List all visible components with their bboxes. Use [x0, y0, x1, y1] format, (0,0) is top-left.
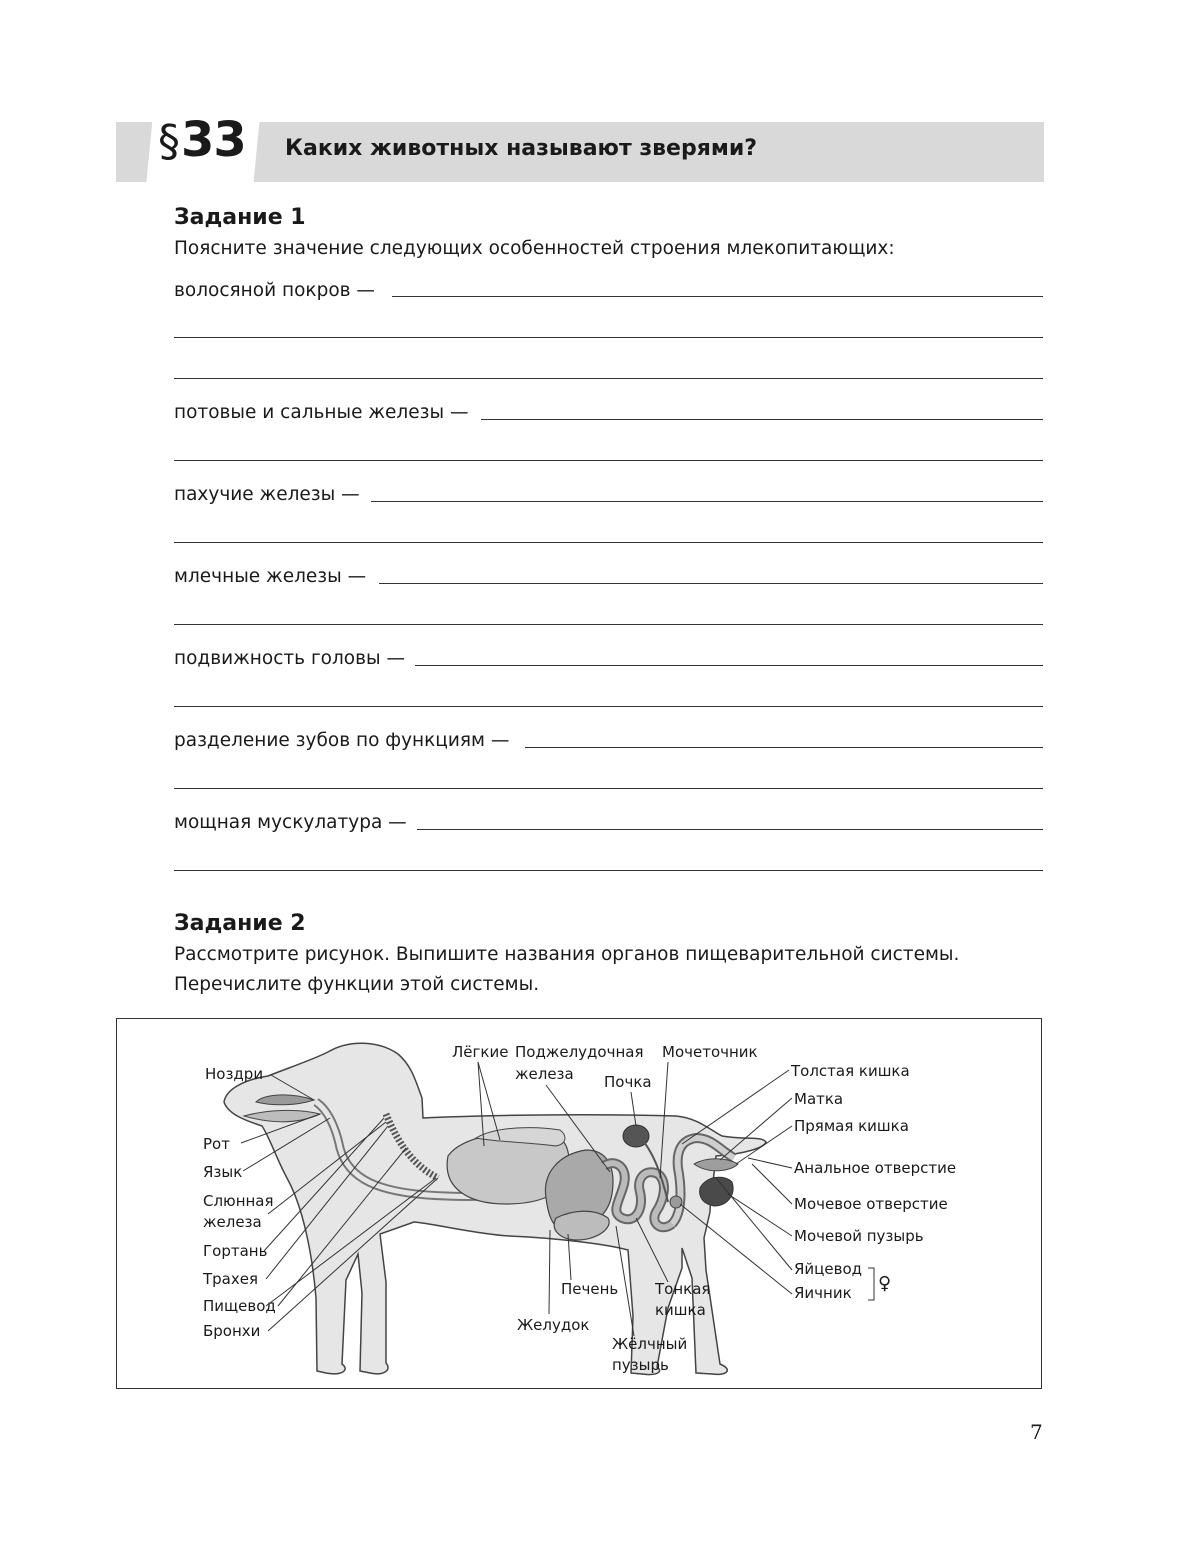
task2-prompt: Рассмотрите рисунок. Выпишите названия органов пищеварительной системы. Перечислите функции этой системы. — [174, 944, 960, 995]
answer-line[interactable] — [481, 419, 1043, 420]
label-trachea: Трахея — [203, 1270, 259, 1288]
section-symbol: § — [158, 116, 179, 167]
task1-item-fur: волосяной покров — — [174, 280, 375, 301]
label-gallbladder-2: пузырь — [612, 1356, 669, 1374]
label-salivary-gland-1: Слюнная — [203, 1192, 274, 1210]
answer-line[interactable] — [174, 624, 1043, 625]
task1-item-musculature: мощная мускулатура — — [174, 812, 407, 833]
answer-line[interactable] — [174, 542, 1043, 543]
dog-body-silhouette — [224, 1043, 766, 1374]
label-stomach: Желудок — [517, 1316, 590, 1334]
label-small-intestine-2: кишка — [655, 1301, 706, 1319]
answer-line[interactable] — [392, 296, 1043, 297]
answer-line[interactable] — [371, 501, 1043, 502]
answer-line[interactable] — [174, 870, 1043, 871]
task1-item-mammary-glands: млечные железы — — [174, 566, 367, 587]
label-lungs: Лёгкие — [452, 1043, 509, 1061]
label-esophagus: Пищевод — [203, 1297, 276, 1315]
task1-item-sweat-glands: потовые и сальные железы — — [174, 402, 469, 423]
label-rectum: Прямая кишка — [794, 1117, 909, 1135]
answer-line[interactable] — [525, 747, 1043, 748]
label-pancreas-2: железа — [515, 1065, 574, 1083]
label-small-intestine-1: Тонкая — [655, 1280, 711, 1298]
label-anus: Анальное отверстие — [794, 1159, 957, 1177]
section-number-value: 33 — [181, 112, 246, 168]
task1-heading: Задание 1 — [174, 205, 306, 230]
answer-line[interactable] — [415, 665, 1043, 666]
label-liver: Печень — [561, 1280, 619, 1298]
label-urinary-opening: Мочевое отверстие — [794, 1195, 948, 1213]
answer-line[interactable] — [174, 337, 1043, 338]
answer-line[interactable] — [174, 378, 1043, 379]
task2-heading: Задание 2 — [174, 911, 306, 936]
ovary — [670, 1196, 682, 1208]
label-kidney: Почка — [604, 1073, 652, 1091]
task1-prompt: Поясните значение следующих особенностей строения млекопитающих: — [174, 238, 895, 259]
answer-line[interactable] — [174, 460, 1043, 461]
label-urinary-bladder: Мочевой пузырь — [794, 1227, 924, 1245]
answer-line[interactable] — [174, 706, 1043, 707]
label-tongue: Язык — [203, 1163, 243, 1181]
label-mouth: Рот — [203, 1135, 230, 1153]
task1-item-scent-glands: пахучие железы — — [174, 484, 360, 505]
label-ovary: Яичник — [794, 1284, 852, 1302]
label-gallbladder-1: Жёлчный — [612, 1335, 688, 1353]
page-number: 7 — [1030, 1420, 1043, 1444]
label-bronchi: Бронхи — [203, 1322, 261, 1340]
urinary-bladder — [700, 1177, 733, 1206]
answer-line[interactable] — [379, 583, 1043, 584]
label-oviduct: Яйцевод — [794, 1260, 862, 1278]
task1-item-teeth-differentiation: разделение зубов по функциям — — [174, 730, 510, 751]
label-larynx: Гортань — [203, 1242, 268, 1260]
answer-line[interactable] — [174, 788, 1043, 789]
label-female-symbol: ♀ — [878, 1273, 892, 1294]
label-uterus: Матка — [794, 1090, 844, 1108]
label-nostrils: Ноздри — [205, 1065, 264, 1083]
answer-line[interactable] — [417, 829, 1043, 830]
chapter-title: Каких животных называют зверями? — [285, 136, 758, 161]
section-number — [158, 112, 246, 174]
task1-item-head-mobility: подвижность головы — — [174, 648, 406, 669]
label-pancreas-1: Поджелудочная — [515, 1043, 644, 1061]
dog-anatomy-figure — [116, 1018, 1042, 1389]
label-salivary-gland-2: железа — [203, 1213, 262, 1231]
label-colon: Толстая кишка — [791, 1062, 910, 1080]
label-ureter: Мочеточник — [662, 1043, 758, 1061]
